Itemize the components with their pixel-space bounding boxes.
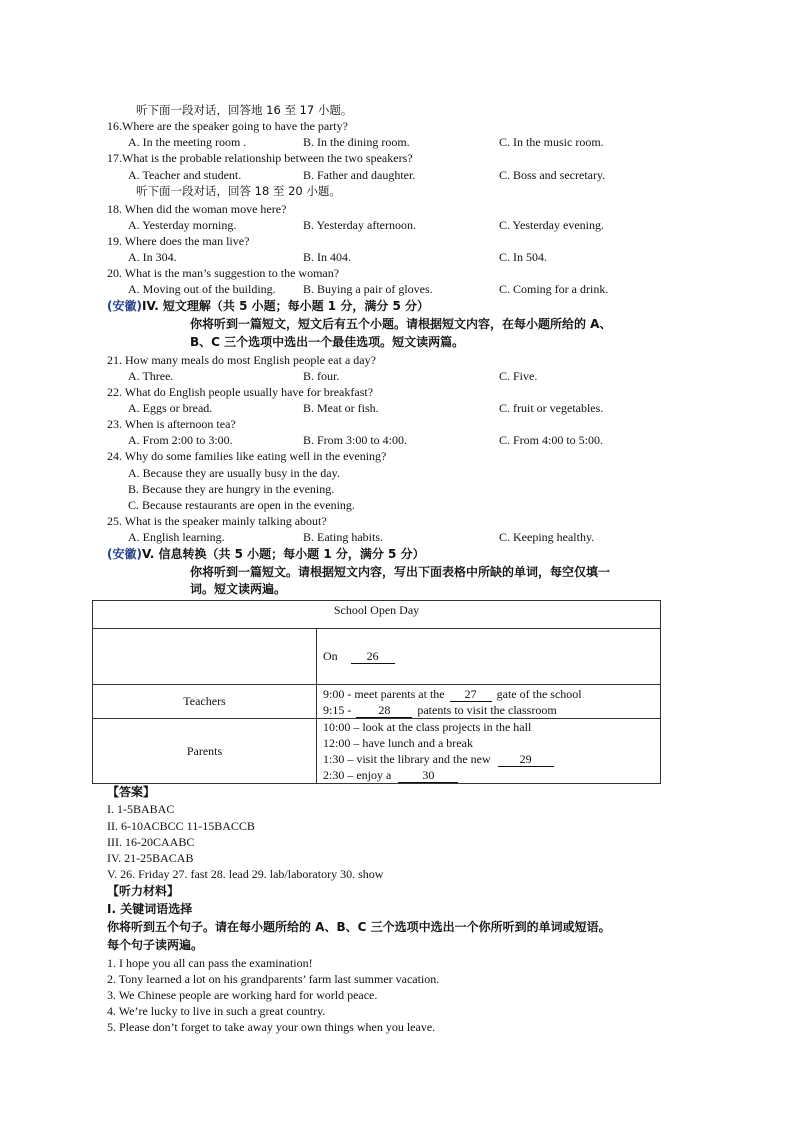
option-22c: C. fruit or vegetables. <box>499 401 604 415</box>
table-date-cell <box>317 629 661 685</box>
option-16a: A. In the meeting room . <box>128 135 247 149</box>
option-20b: B. Buying a pair of gloves. <box>303 282 433 296</box>
blank-28: 28 <box>356 703 412 718</box>
region-tag: (安徽) <box>107 299 142 313</box>
section-4-heading <box>107 298 429 314</box>
question-22: 22. What do English people usually have for breakfast? <box>107 385 374 399</box>
material-sentence: 4. We’re lucky to live in such a great country. <box>107 1004 326 1018</box>
material-instruction-1: 你将听到五个句子。请在每小题所给的 A、B、C 三个选项中选出一个你所听到的单词或短语。 <box>107 920 611 934</box>
option-16c: C. In the music room. <box>499 135 604 149</box>
section-5-instruction-1: 你将听到一篇短文。请根据短文内容，写出下面表格中所缺的单词，每空仅填一 <box>190 565 611 579</box>
option-16b: B. In the dining room. <box>303 135 410 149</box>
option-17c: C. Boss and secretary. <box>499 168 606 182</box>
parents-schedule <box>317 719 661 784</box>
table-empty-label <box>93 629 317 685</box>
option-22a: A. Eggs or bread. <box>128 401 213 415</box>
answer-line: V. 26. Friday 27. fast 28. lead 29. lab/laboratory 30. show <box>107 867 384 881</box>
question-25: 25. What is the speaker mainly talking about? <box>107 514 327 528</box>
answers-heading: 【答案】 <box>107 785 156 799</box>
dialogue-intro-18: 听下面一段对话，回答 18 至 20 小题。 <box>136 184 341 198</box>
question-23: 23. When is afternoon tea? <box>107 417 236 431</box>
section-4-instruction-1: 你将听到一篇短文，短文后有五个小题。请根据短文内容，在每小题所给的 A、 <box>190 317 612 331</box>
question-18: 18. When did the woman move here? <box>107 202 287 216</box>
section-4-instruction-2: B、C 三个选项中选出一个最佳选项。短文读两篇。 <box>190 335 465 349</box>
option-21c: C. Five. <box>499 369 538 383</box>
option-19b: B. In 404. <box>303 250 351 264</box>
option-23b: B. From 3:00 to 4:00. <box>303 433 408 447</box>
table-title: School Open Day <box>93 601 661 629</box>
region-tag: (安徽) <box>107 547 142 561</box>
schedule-text: 10:00 – look at the class projects in the hall <box>323 720 532 734</box>
answer-line: II. 6-10ACBCC 11-15BACCB <box>107 819 255 833</box>
dialogue-intro-16: 听下面一段对话，回答地 16 至 17 小题。 <box>136 103 353 117</box>
option-24b: B. Because they are hungry in the evening. <box>128 482 335 496</box>
blank-26: 26 <box>351 649 395 664</box>
parents-item <box>323 719 654 735</box>
parents-item <box>323 735 654 751</box>
question-24: 24. Why do some families like eating well in the evening? <box>107 449 387 463</box>
question-17: 17.What is the probable relationship between the two speakers? <box>107 151 413 165</box>
answer-line: IV. 21-25BACAB <box>107 851 194 865</box>
schedule-text: patents to visit the classroom <box>417 702 557 717</box>
question-20: 20. What is the man’s suggestion to the woman? <box>107 266 340 280</box>
answer-line: I. 1-5BABAC <box>107 802 175 816</box>
blank-30: 30 <box>398 768 458 783</box>
option-18b: B. Yesterday afternoon. <box>303 218 416 232</box>
material-sentence: 5. Please don’t forget to take away your own things when you leave. <box>107 1020 436 1034</box>
blank-29: 29 <box>498 752 554 767</box>
option-19a: A. In 304. <box>128 250 177 264</box>
schedule-text: 2:30 – enjoy a <box>323 768 392 782</box>
date-prefix: On <box>323 649 338 663</box>
option-21b: B. four. <box>303 369 340 383</box>
option-25a: A. English learning. <box>128 530 225 544</box>
teachers-item <box>323 702 654 718</box>
section-5-instruction-2: 词。短文读两遍。 <box>190 582 287 596</box>
option-18c: C. Yesterday evening. <box>499 218 604 232</box>
material-sentence: 1. I hope you all can pass the examination! <box>107 956 313 970</box>
parents-item <box>323 751 654 767</box>
material-heading: 【听力材料】 <box>107 884 180 898</box>
option-24a: A. Because they are usually busy in the day. <box>128 466 340 480</box>
teachers-item <box>323 686 654 702</box>
schedule-text: 12:00 – have lunch and a break <box>323 736 473 750</box>
schedule-text: gate of the school <box>496 686 582 701</box>
teachers-schedule <box>317 685 661 719</box>
option-21a: A. Three. <box>128 369 174 383</box>
option-22b: B. Meat or fish. <box>303 401 379 415</box>
parents-item <box>323 767 654 783</box>
open-day-table <box>92 600 661 784</box>
schedule-text: 9:00 - meet parents at the <box>323 686 445 701</box>
option-23a: A. From 2:00 to 3:00. <box>128 433 233 447</box>
question-21: 21. How many meals do most English people eat a day? <box>107 353 376 367</box>
material-sentence: 2. Tony learned a lot on his grandparents’ farm last summer vacation. <box>107 972 440 986</box>
option-24c: C. Because restaurants are open in the evening. <box>128 498 355 512</box>
option-20a: A. Moving out of the building. <box>128 282 276 296</box>
option-18a: A. Yesterday morning. <box>128 218 237 232</box>
option-19c: C. In 504. <box>499 250 547 264</box>
option-25c: C. Keeping healthy. <box>499 530 595 544</box>
question-16: 16.Where are the speaker going to have the party? <box>107 119 348 133</box>
option-23c: C. From 4:00 to 5:00. <box>499 433 604 447</box>
option-20c: C. Coming for a drink. <box>499 282 609 296</box>
schedule-text: 1:30 – visit the library and the new <box>323 752 491 766</box>
teachers-label: Teachers <box>93 685 317 719</box>
section-4-title: IV. 短文理解（共 5 小题；每小题 1 分，满分 5 分） <box>141 299 430 313</box>
section-5-heading <box>107 546 425 562</box>
section-5-title: V. 信息转换（共 5 小题；每小题 1 分，满分 5 分） <box>141 547 425 561</box>
material-instruction-2: 每个句子读两遍。 <box>107 938 204 952</box>
parents-label: Parents <box>93 719 317 784</box>
answer-line: III. 16-20CAABC <box>107 835 195 849</box>
option-17a: A. Teacher and student. <box>128 168 242 182</box>
schedule-text: 9:15 - <box>323 702 352 717</box>
blank-27: 27 <box>450 687 492 702</box>
option-17b: B. Father and daughter. <box>303 168 416 182</box>
question-19: 19. Where does the man live? <box>107 234 250 248</box>
option-25b: B. Eating habits. <box>303 530 383 544</box>
material-section-title: I. 关键词语选择 <box>107 902 193 916</box>
material-sentence: 3. We Chinese people are working hard for world peace. <box>107 988 378 1002</box>
